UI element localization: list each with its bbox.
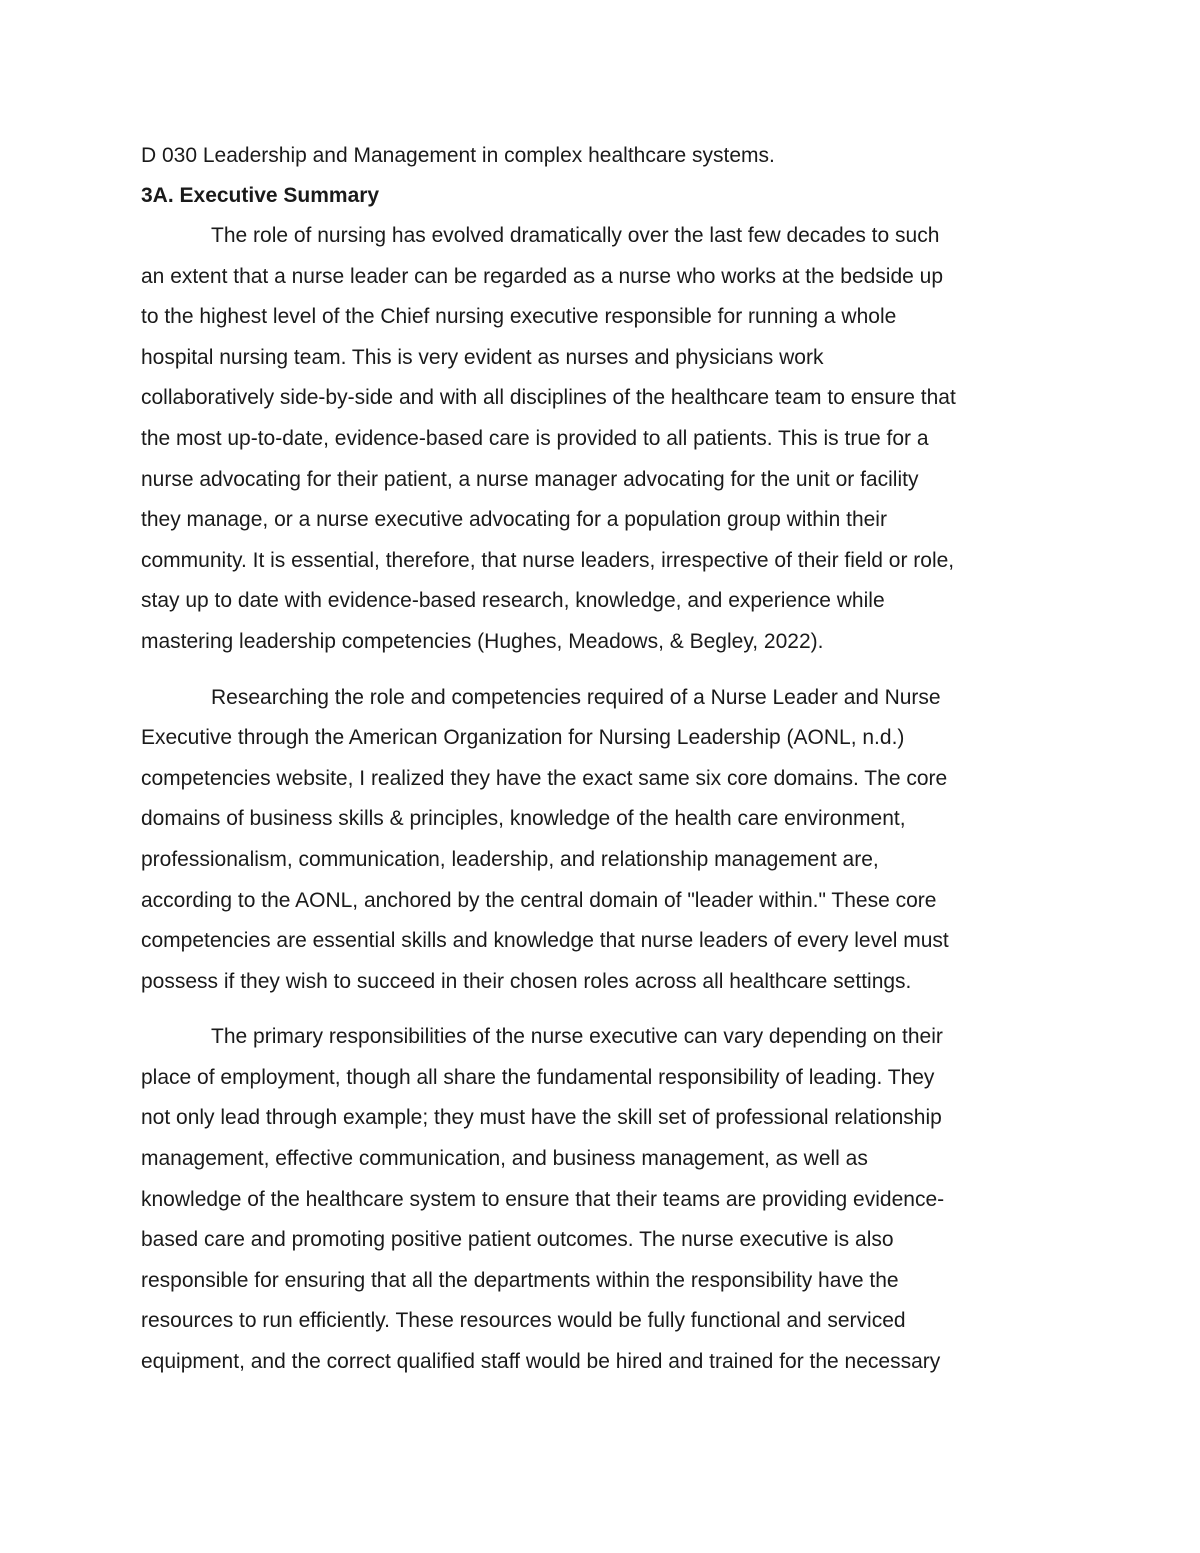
paragraph-line: the most up-to-date, evidence-based care is provided to all patients. This is true for a — [141, 426, 929, 450]
paragraph-line: collaboratively side-by-side and with all disciplines of the healthcare team to ensure that — [141, 386, 956, 410]
document-page — [141, 138, 1061, 1398]
paragraph-line: possess if they wish to succeed in their chosen roles across all healthcare settings. — [141, 969, 912, 993]
paragraph-line: competencies website, I realized they have the exact same six core domains. The core — [141, 766, 948, 790]
paragraph-line: management, effective communication, and business management, as well as — [141, 1147, 868, 1171]
paragraph-line: Researching the role and competencies required of a Nurse Leader and Nurse — [211, 685, 941, 709]
body-text — [141, 216, 1061, 1383]
paragraph-line: to the highest level of the Chief nursing executive responsible for running a whole — [141, 305, 897, 329]
course-title: D 030 Leadership and Management in complex healthcare systems. — [141, 144, 775, 167]
paragraph-line: according to the AONL, anchored by the central domain of "leader within." These core — [141, 888, 937, 912]
paragraph-line: nurse advocating for their patient, a nurse manager advocating for the unit or facility — [141, 467, 919, 491]
paragraph-line: an extent that a nurse leader can be regarded as a nurse who works at the bedside up — [141, 264, 944, 288]
paragraph-line: hospital nursing team. This is very evident as nurses and physicians work — [141, 345, 824, 369]
paragraph-line: based care and promoting positive patient outcomes. The nurse executive is also — [141, 1228, 894, 1252]
paragraph-line: place of employment, though all share the fundamental responsibility of leading. They — [141, 1065, 935, 1089]
paragraph-line: mastering leadership competencies (Hughes, Meadows, & Begley, 2022). — [141, 629, 824, 653]
paragraph-line: stay up to date with evidence-based research, knowledge, and experience while — [141, 589, 885, 613]
paragraph — [141, 216, 1061, 663]
paragraph — [141, 1017, 1061, 1382]
paragraph-line: not only lead through example; they must have the skill set of professional relationship — [141, 1106, 942, 1130]
paragraph-line: responsible for ensuring that all the departments within the responsibility have the — [141, 1268, 899, 1292]
paragraph-line: equipment, and the correct qualified staff would be hired and trained for the necessary — [141, 1350, 941, 1374]
paragraph-line: professionalism, communication, leadership, and relationship management are, — [141, 847, 879, 871]
section-heading: 3A. Executive Summary — [141, 184, 380, 207]
paragraph-line: Executive through the American Organization for Nursing Leadership (AONL, n.d.) — [141, 726, 905, 750]
paragraph-line: knowledge of the healthcare system to ensure that their teams are providing evidence- — [141, 1187, 945, 1211]
paragraph-line: The primary responsibilities of the nurse executive can vary depending on their — [211, 1025, 943, 1049]
paragraph-line: domains of business skills & principles, knowledge of the health care environment, — [141, 807, 906, 831]
paragraph-line: they manage, or a nurse executive advocating for a population group within their — [141, 508, 887, 532]
paragraph-line: resources to run efficiently. These resources would be fully functional and serviced — [141, 1309, 906, 1333]
paragraph — [141, 678, 1061, 1003]
paragraph-line: community. It is essential, therefore, that nurse leaders, irrespective of their field or role, — [141, 548, 955, 572]
paragraph-line: The role of nursing has evolved dramatically over the last few decades to such — [211, 224, 940, 247]
paragraph-line: competencies are essential skills and knowledge that nurse leaders of every level must — [141, 929, 949, 953]
